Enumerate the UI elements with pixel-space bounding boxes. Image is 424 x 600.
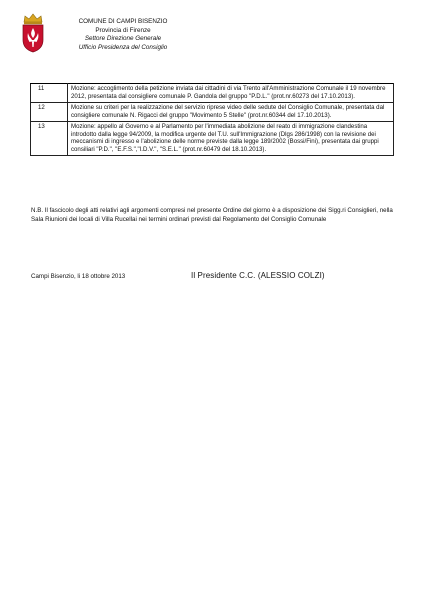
municipality-name: COMUNE DI CAMPI BISENZIO	[78, 18, 168, 25]
municipal-crest-icon	[21, 13, 45, 53]
agenda-item-text: Mozione: appello al Governo e al Parlamento per l'immediata abolizione del reato di immigrazione clandestina introdotto dalla legge 94/2009, la modifica urgente del T.U. sull'Immigrazione (Dlgs 286/1998) con la revisione dei meccanismi di ingresso e l'abolizione delle norme previste dalla legge 189/2002 (Bossi/Fini), presentata dai gruppi consiliari "P.D.", "E.F.S.","I.D.V.", "S.E.L." (prot.nr.60479 del 18.10.2013).	[68, 121, 394, 156]
agenda-table	[30, 83, 394, 156]
office-name: Ufficio Presidenza del Consiglio	[78, 43, 168, 51]
agenda-item-text: Mozione: accoglimento della petizione inviata dai cittadini di via Trento all'Amministrazione Comunale il 19 novembre 2012, presentata dal consigliere comunale P. Gandola del gruppo "P.D.L." (prot.nr.60273 del 17.10.2013).	[68, 84, 394, 103]
sector-name: Settore Direzione Generale	[84, 35, 162, 43]
letterhead	[58, 18, 188, 52]
agenda-item-number: 13	[31, 121, 68, 156]
agenda-item-number: 11	[31, 84, 68, 103]
agenda-row	[31, 84, 394, 103]
nb-note: N.B. Il fascicolo degli atti relativi agli argomenti compresi nel presente Ordine del giorno è a disposizione dei Sigg.ri Consiglieri, nella Sala Riunioni dei locali di Villa Rucellai nei termini ordinari previsti dal Regolamento del Consiglio Comunale	[31, 207, 393, 224]
president-signature: Il Presidente C.C. (ALESSIO COLZI)	[191, 271, 325, 280]
agenda-row	[31, 121, 394, 156]
agenda-item-text: Mozione su criteri per la realizzazione del servizio riprese video delle sedute del Consiglio Comunale, presentata dal consigliere comunale N. Rigacci del gruppo "Movimento 5 Stelle" (prot.nr.60344 del 17.10.2013).	[68, 102, 394, 121]
agenda-item-number: 12	[31, 102, 68, 121]
place-date: Campi Bisenzio, li 18 ottobre 2013	[31, 273, 126, 280]
province-name: Provincia di Firenze	[95, 26, 151, 34]
agenda-row	[31, 102, 394, 121]
